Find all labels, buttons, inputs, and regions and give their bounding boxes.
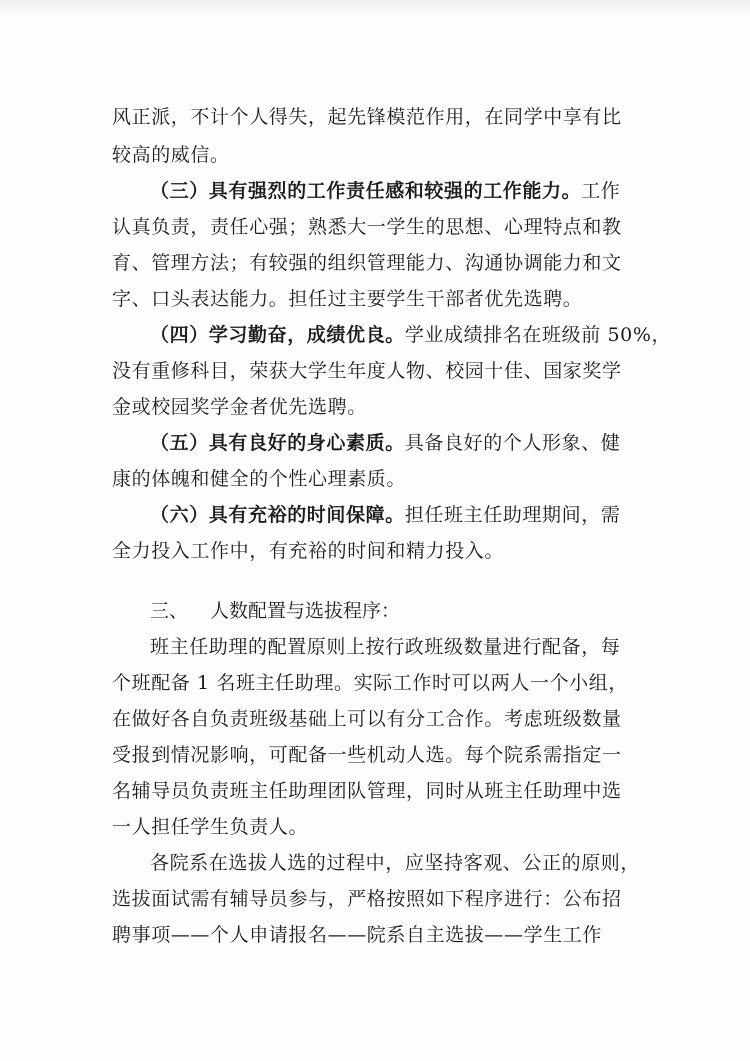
criterion-heading: （四）学习勤奋，成绩优良。 (150, 324, 405, 346)
text-line: 选拔面试需有辅导员参与，严格按照如下程序进行：公布招 (112, 888, 622, 910)
text-line: 风正派，不计个人得失，起先锋模范作用，在同学中享有比 (112, 106, 622, 128)
text-line: 各院系在选拔人选的过程中，应坚持客观、公正的原则， (150, 852, 641, 874)
text-line: 名辅导员负责班主任助理团队管理，同时从班主任助理中选 (112, 780, 622, 802)
criterion-heading: （六）具有充裕的时间保障。 (150, 504, 405, 526)
scan-top-edge (0, 0, 750, 14)
text-line: 没有重修科目，荣获大学生年度人物、校园十佳、国家奖学 (112, 360, 622, 382)
text-line: 金或校园奖学金者优先选聘。 (112, 396, 367, 418)
section-heading (150, 596, 570, 626)
text-line: 较高的威信。 (112, 144, 230, 166)
text-line: 育、管理方法；有较强的组织管理能力、沟通协调能力和文 (112, 252, 622, 274)
text-line (150, 320, 672, 350)
text-line: 康的体魄和健全的个性心理素质。 (112, 468, 407, 490)
text-line: 全力投入工作中，有充裕的时间和精力投入。 (112, 540, 505, 562)
section-title: 人数配置与选拔程序： (210, 600, 401, 622)
text-line: 一人担任学生负责人。 (112, 816, 309, 838)
text-span: 工作 (581, 180, 621, 202)
text-line: 在做好各自负责班级基础上可以有分工合作。考虑班级数量 (112, 708, 622, 730)
text-line (150, 428, 642, 458)
text-line: 受报到情况影响，可配备一些机动人选。每个院系需指定一 (112, 744, 622, 766)
text-line (150, 500, 642, 530)
text-line (150, 176, 642, 206)
text-span: 具备良好的个人形象、健 (404, 432, 621, 454)
text-line: 聘事项——个人申请报名——院系自主选拔——学生工作 (112, 924, 603, 946)
section-number: 三、 (150, 600, 189, 622)
text-line: 个班配备 1 名班主任助理。实际工作时可以两人一个小组， (112, 672, 628, 694)
text-line: 班主任助理的配置原则上按行政班级数量进行配备，每 (150, 636, 621, 658)
criterion-heading: （三）具有强烈的工作责任感和较强的工作能力。 (150, 180, 582, 202)
text-line: 认真负责，责任心强；熟悉大一学生的思想、心理特点和教 (112, 216, 622, 238)
text-span: 担任班主任助理期间，需 (404, 504, 621, 526)
text-span: 学业成绩排名在班级前 50%， (404, 324, 672, 346)
text-line: 字、口头表达能力。担任过主要学生干部者优先选聘。 (112, 288, 583, 310)
criterion-heading: （五）具有良好的身心素质。 (150, 432, 405, 454)
